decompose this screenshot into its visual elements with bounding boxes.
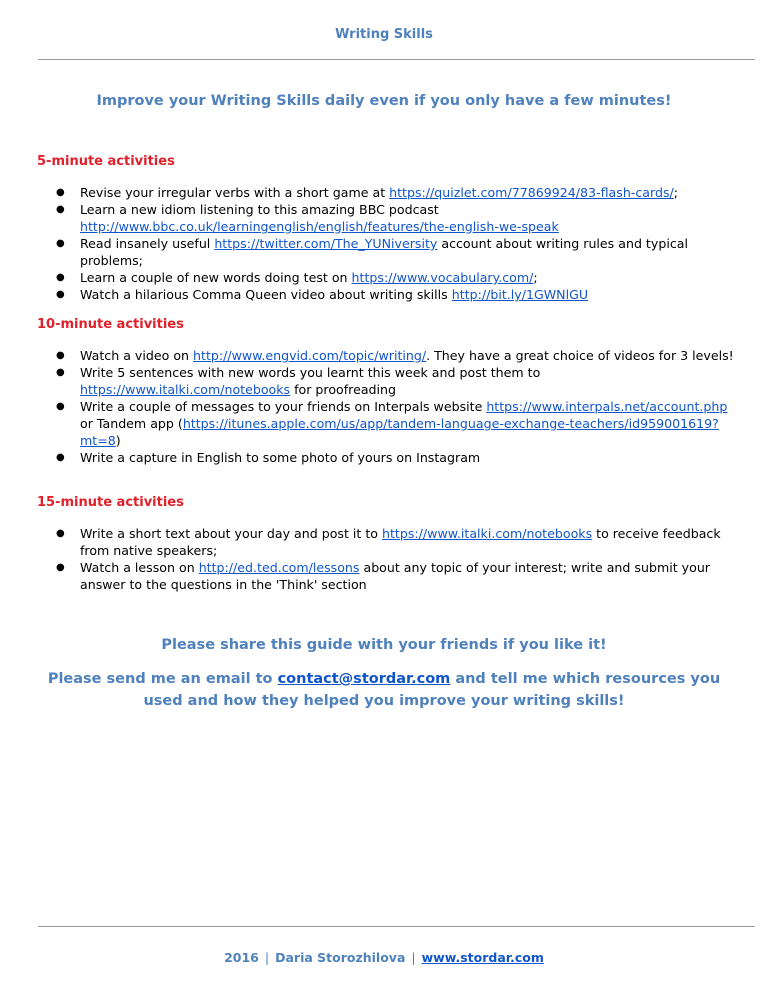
- footer-website-link[interactable]: www.stordar.com: [421, 950, 544, 965]
- section-heading-5-minute: 5-minute activities: [37, 154, 175, 169]
- header-divider: [38, 59, 755, 60]
- italki-notebooks-link[interactable]: https://www.italki.com/notebooks: [382, 526, 593, 541]
- footer-author: Daria Storozhilova: [275, 950, 406, 965]
- email-note: Please send me an email to contact@stordar.com and tell me which resources you used and how they helped you improve your writing skills!: [47, 671, 721, 709]
- interpals-link[interactable]: https://www.interpals.net/account.php: [486, 399, 728, 414]
- list-item: ● Watch a video on http://www.engvid.com/topic/writing/. They have a great choice of videos for 3 levels!: [37, 347, 737, 364]
- footer-year: 2016: [224, 950, 259, 965]
- section-heading-10-minute: 10-minute activities: [37, 317, 184, 332]
- activity-list-5-minute: [37, 184, 737, 303]
- share-note: Please share this guide with your friends if you like it!: [161, 637, 607, 653]
- page-footer: [0, 950, 768, 965]
- activity-list-15-minute: [37, 525, 737, 593]
- list-item: ● Learn a new idiom listening to this amazing BBC podcast http://www.bbc.co.uk/learningenglish/english/features/the-english-we-speak: [37, 201, 737, 235]
- document-subtitle: Improve your Writing Skills daily even if you only have a few minutes!: [96, 93, 672, 109]
- footer-separator: |: [264, 950, 270, 965]
- list-item: ● Learn a couple of new words doing test on https://www.vocabulary.com/;: [37, 269, 737, 286]
- comma-queen-link[interactable]: http://bit.ly/1GWNlGU: [451, 287, 589, 302]
- page-header-title: Writing Skills: [335, 27, 433, 42]
- list-item: ● Watch a hilarious Comma Queen video about writing skills http://bit.ly/1GWNlGU: [37, 286, 737, 303]
- quizlet-link[interactable]: https://quizlet.com/77869924/83-flash-cards/: [389, 185, 674, 200]
- italki-notebooks-link[interactable]: https://www.italki.com/notebooks: [80, 382, 291, 397]
- list-item: ● Write a short text about your day and post it to https://www.italki.com/notebooks to receive feedback from native speakers;: [37, 525, 737, 559]
- list-item: ● Read insanely useful https://twitter.com/The_YUNiversity account about writing rules and typical problems;: [37, 235, 737, 269]
- ted-ed-lessons-link[interactable]: http://ed.ted.com/lessons: [198, 560, 360, 575]
- engvid-link[interactable]: http://www.engvid.com/topic/writing/: [193, 348, 427, 363]
- footer-separator: |: [411, 950, 416, 965]
- tandem-app-link[interactable]: https://itunes.apple.com/us/app/tandem-language-exchange-teachers/id959001619?mt=8: [80, 416, 719, 448]
- vocabulary-link[interactable]: https://www.vocabulary.com/: [351, 270, 534, 285]
- list-item: ● Watch a lesson on http://ed.ted.com/lessons about any topic of your interest; write and submit your answer to the questions in the 'Think' section: [37, 559, 737, 593]
- section-heading-15-minute: 15-minute activities: [37, 495, 184, 510]
- list-item: ● Write 5 sentences with new words you learnt this week and post them to https://www.italki.com/notebooks for proofreading: [37, 364, 737, 398]
- twitter-yuniversity-link[interactable]: https://twitter.com/The_YUNiversity: [214, 236, 438, 251]
- list-item: ● Revise your irregular verbs with a short game at https://quizlet.com/77869924/83-flash-cards/;: [37, 184, 737, 201]
- activity-list-10-minute: [37, 347, 737, 466]
- list-item: ● Write a capture in English to some photo of yours on Instagram: [37, 449, 737, 466]
- contact-email-link[interactable]: contact@stordar.com: [277, 671, 451, 687]
- bbc-podcast-link[interactable]: http://www.bbc.co.uk/learningenglish/english/features/the-english-we-speak: [80, 219, 559, 234]
- footer-divider: [38, 926, 755, 927]
- list-item: ● Write a couple of messages to your friends on Interpals website https://www.interpals.net/account.php or Tandem app (https://itunes.apple.com/us/app/tandem-language-exchange-teachers/id959001619?mt=8): [37, 398, 737, 449]
